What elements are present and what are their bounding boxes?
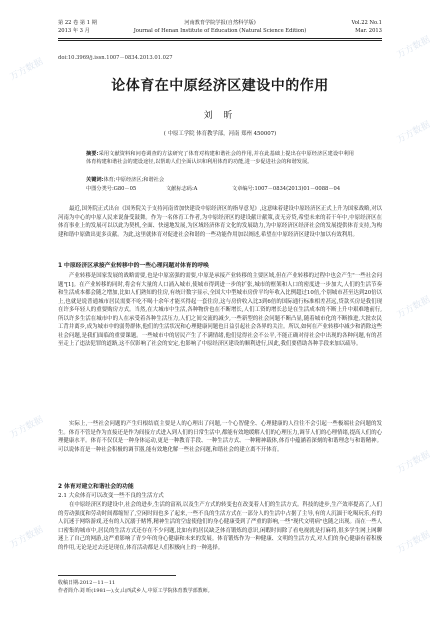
watermark: 万方数据 — [395, 294, 432, 321]
clc-number: 中图分类号:G80－05 — [86, 186, 137, 192]
doi-line: doi:10.3969/j.issn.1007－0834.2013.01.027 — [58, 55, 173, 61]
watermark: 万方数据 — [8, 414, 45, 441]
keywords-text: 体育;中原经济区;和谐社会 — [103, 177, 165, 183]
section-2-heading: 2 体育对建立和谐社会的功能 — [58, 484, 134, 490]
header-date: 2013 年 3 月 — [58, 28, 90, 34]
footnote-author-bio: 作者简介:刘 昕(1981—),女,山西武乡人,中原工学院体育教学部教师。 — [58, 588, 213, 594]
section-1-heading: 1 中原经济区承接产业转移中的一些心理问题对体育的呼唤 — [58, 263, 209, 269]
watermark: 万方数据 — [395, 34, 432, 61]
header-rule — [58, 38, 382, 39]
header-vol-no: Vol.22 No.1 — [351, 20, 382, 26]
abstract — [86, 150, 354, 167]
section-1-paragraph-2: 实际上,一些社会问题的产生归根结底主要是人的心理出了问题,一个心智健全、心理健康的人往往不会引起一些极端社会问题的发生。体育不管是作为直接还是作为间接方式进入到人们的日常生活中,都能有效地缓解人们的心理压力,调节人们的心理情绪,提高人们的心理健康水平。体育不仅仅是一种身体运动,更是一种教育手段、一种生活方式、一种精神载体,体育中蕴涵着深刻的和谐理念与和谐精神。可以说体育是一种社会积极的调节器,能有效地化解一些社会问题,和谐社会的建立离不开体育。 — [58, 421, 382, 453]
section-1-paragraph-1: 产业转移是国家发展的战略需要,也是中原富强的需要,中原是承接产业转移的主要区域,但在产业转移的过程中也会产生"一些社会问题"[1]。在产业转移的同时,将会有大量的人口涌入城市,使城市得到进一步的扩张,城市的框架和人口的密度进一步加大,人们的生活节奏和生活成本都会随之增加,比如人们熟知的住房,有统计数字显示,全国大中型城市房价平均年收入比例超过10倍,个别城市甚至达到20倍以上,也就是说普通城市居民需要不吃不喝十余年才能买得起一套住房,这与房价收入比3到6倍的国际通行标准相差甚远,贷款买房是我们现在许多年轻人的重要购房方式。当然,在大城市中生活,各种物价也在不断增长,人们工资的增长总是在生活成本的不断上升中艰难地前行,所以许多生活在城市中的人在承受着各种生活压力,人们之间交流的减少,一些新型的社会问题不断凸显,随着城市化的不断推进,大批农民工背井离乡,成为城市中的弱势群体,他们的生活状况和心理健康问题也日益引起社会各界的关注。所以,如何在产业转移中减少和消除这些社会问题,是我们面临的重要课题。一些城市中的居民产生了不满情绪,他们觉得社会不公平,不能正确对待社会中出现的各种问题,有的甚至走上了违法犯罪的道路,这不仅影响了社会的安定,也影响了中原经济区建设的顺利进行,因此,我们要借助各种手段来加以疏导。 — [58, 273, 382, 348]
abstract-label: 摘要: — [86, 151, 99, 157]
footnote-rule — [58, 575, 176, 576]
watermark: 万方数据 — [395, 449, 432, 476]
section-2-1-heading: 2.1 大众体育可以改变一些不良的生活方式 — [58, 493, 164, 499]
abstract-text: 采用文献资料和问卷调查的方法研究了体育对构建和谐社会的作用,并在此基础上提出在中原经济区建设中利用体育构建和谐社会的建设途径,以帮助人们全面认识和利用体育的功能,进一步促进社会的和谐发展。 — [86, 151, 354, 166]
header-journal-cn: 河南教育学院学报(自然科学版) — [184, 20, 256, 26]
watermark: 万方数据 — [395, 529, 432, 556]
article-author: 刘 昕 — [203, 111, 237, 121]
watermark: 万方数据 — [8, 524, 45, 551]
footnote-received: 收稿日期:2012－11－11 — [58, 580, 116, 586]
author-affiliation: ( 中原工学院 体育教学部，河南 郑州 450007) — [163, 131, 277, 137]
article-id: 文章编号:1007－0834(2013)01－0088－04 — [232, 186, 341, 192]
watermark: 万方数据 — [395, 119, 432, 146]
article-title: 论体育在中原经济区建设中的作用 — [111, 78, 329, 94]
section-2-1-paragraph: 在中原经济区的建设中,社会的进步,生活的富裕,以及生产方式的转变也在改变着人们的生活方式。科技的进步,生产效率提高了,人们的劳动强度和劳动时间都缩短了,空闲时间也多了起来,一些不良的生活方式在一部分人的生活中占据了主导,有的人沉湎于吃喝玩乐,有的人沉迷于网络游戏,还有的人沉溺于赌博,精神生活的空虚使他们的身心健康受到了严重的影响,一些"现代文明病"也随之出现。而在一些人口密集的城市中,居民的生活方式还存在不少问题,比如有的居民缺乏体育锻炼的意识,闲暇时间除了看电视就是打麻将,很多学生网上网聊迷上了自己的网游,这严重影响了青少年的身心健康和未来的发展。体育锻炼作为一种健康、文明的生活方式,对人们的身心健康有着积极的作用,无论是过去还是现在,体育活动都是人们积极向上的一种选择。 — [58, 502, 382, 551]
watermark: 万方数据 — [8, 56, 45, 83]
header-month-year: Mar. 2013 — [355, 28, 382, 34]
keywords — [86, 176, 164, 183]
intro-paragraph: 最近,国务院正式出台《国务院关于支持河南省加快建设中原经济区的指导意见》,这意味着建设中原经济区正式上升为国家战略,对以河南为中心的中原人民来说备受鼓舞。作为一名体育工作者,为中原经济区的建设献计献策,责无旁贷,希望未来的若干年中,中原经济区在体育事业上的发展可以以此为契机,全面、快速地发展,为区域经济体育文化的发展助力,为中原经济区经济社会的发展提供体育支持,为构建和谐中原做出更多贡献。为此,这里就体育对促进社会和谐的一些功能作用加以阐述,希望在中原经济区建设中加以有效利用。 — [58, 206, 382, 238]
header-journal-en: Journal of Henan Institute of Education (Natural Science Edition) — [133, 28, 307, 34]
document-code: 文献标志码:A — [166, 186, 198, 192]
header-rule-thin — [58, 40, 382, 41]
keywords-label: 关键词: — [86, 177, 104, 183]
header-volume: 第 22 卷 第 1 期 — [58, 20, 97, 26]
